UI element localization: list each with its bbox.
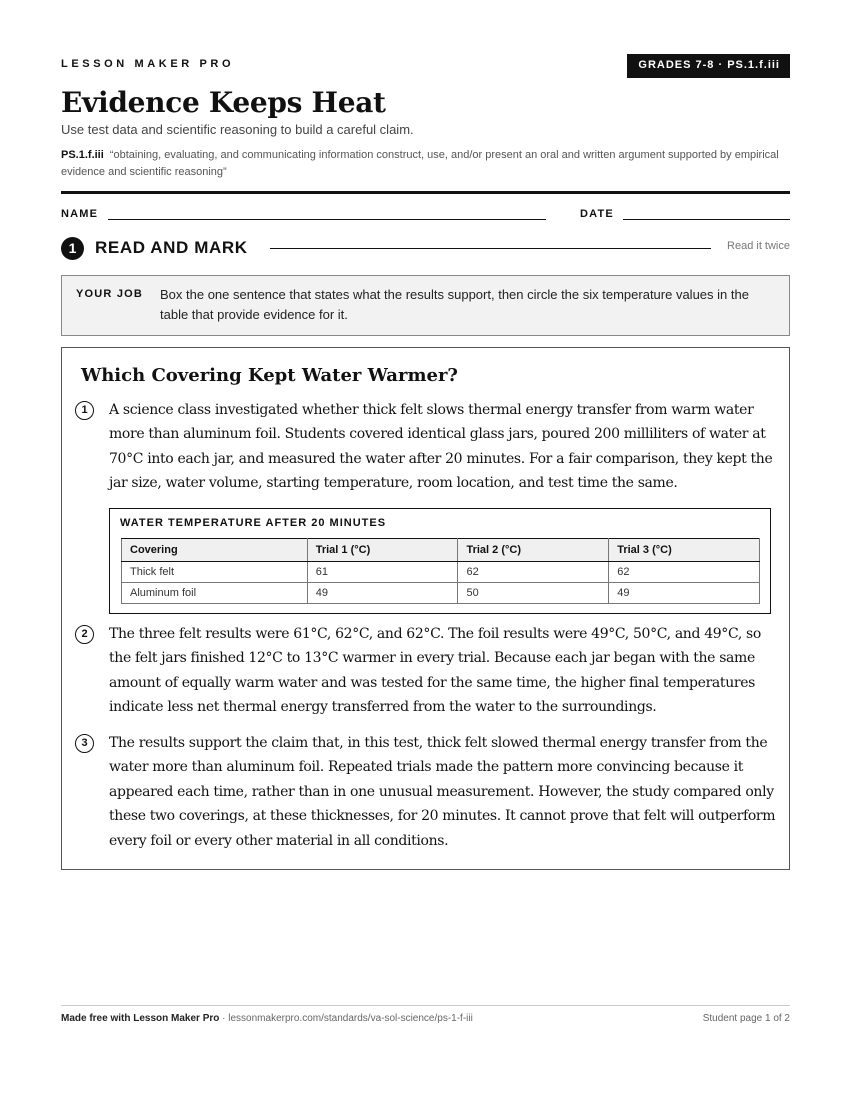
standard-code: PS.1.f.iii: [61, 149, 104, 161]
column-header: Trial 1 (°C): [307, 539, 458, 562]
brand-name: LESSON MAKER PRO: [61, 58, 235, 70]
name-field[interactable]: [108, 219, 546, 220]
paragraph-text[interactable]: The results support the claim that, in this test, thick felt slowed thermal energy transfer from the water more than aluminum foil. Repeated trials made the pattern more convincing because it appeared each time, rather than in one unusual measurement. However, the study compared only these two coverings, at these thicknesses, for 20 minutes. It cannot prove that felt will outperform every foil or every other material in all conditions.: [109, 735, 776, 849]
table-row: [122, 583, 760, 604]
column-header: Trial 2 (°C): [458, 539, 609, 562]
footer-page-number: Student page 1 of 2: [702, 1013, 790, 1024]
page-title: Evidence Keeps Heat: [61, 86, 386, 119]
date-field[interactable]: [623, 219, 790, 220]
footer-divider: [61, 1005, 790, 1006]
temperature-table: [121, 538, 760, 604]
table-cell[interactable]: 50: [458, 583, 609, 604]
paragraph-number: 3: [75, 734, 94, 753]
page-subtitle: Use test data and scientific reasoning to build a careful claim.: [61, 122, 414, 137]
column-header: Covering: [122, 539, 308, 562]
section-divider: [270, 248, 711, 249]
name-label: NAME: [61, 208, 99, 220]
your-job-label: YOUR JOB: [76, 288, 144, 300]
table-header-row: [122, 539, 760, 562]
grades-badge: GRADES 7-8 · PS.1.f.iii: [627, 54, 790, 78]
footer-credit: [61, 1013, 473, 1024]
name-date-row: [61, 206, 790, 222]
standard-text: “obtaining, evaluating, and communicating information construct, use, and/or present an oral and written argument supported by empirical evidence and scientific reasoning”: [61, 149, 779, 178]
table-cell[interactable]: 49: [307, 583, 458, 604]
table-cell[interactable]: 61: [307, 562, 458, 583]
reading-passage: [61, 347, 790, 870]
your-job-box: [61, 275, 790, 336]
top-bar: [61, 54, 790, 78]
table-cell: Aluminum foil: [122, 583, 308, 604]
header-divider: [61, 191, 790, 194]
table-cell[interactable]: 62: [609, 562, 760, 583]
reading-title: Which Covering Kept Water Warmer?: [81, 365, 458, 386]
worksheet-page: [61, 0, 790, 1100]
your-job-text: Box the one sentence that states what the results support, then circle the six temperature values in the table that provide evidence for it.: [160, 287, 749, 322]
table-caption: WATER TEMPERATURE AFTER 20 MINUTES: [120, 517, 387, 529]
section-title: READ AND MARK: [95, 238, 248, 257]
section-header: [61, 236, 790, 260]
standard-description: [61, 147, 790, 181]
table-cell[interactable]: 62: [458, 562, 609, 583]
footer-url[interactable]: · lessonmakerpro.com/standards/va-sol-science/ps-1-f-iii: [219, 1013, 473, 1024]
data-table-box: [109, 508, 771, 614]
footer-made-with: Made free with Lesson Maker Pro: [61, 1013, 220, 1024]
column-header: Trial 3 (°C): [609, 539, 760, 562]
section-note: Read it twice: [727, 240, 790, 252]
section-number: 1: [61, 237, 84, 260]
paragraph-text[interactable]: The three felt results were 61°C, 62°C, and 62°C. The foil results were 49°C, 50°C, and 49°C, so the felt jars finished 12°C to 13°C warmer in every trial. Because each jar began with the same amount of equally warm water and was tested for the same time, the higher final temperatures indicate less net thermal energy transferred from the water to the surroundings.: [109, 626, 761, 716]
table-row: [122, 562, 760, 583]
table-cell: Thick felt: [122, 562, 308, 583]
paragraph-text[interactable]: A science class investigated whether thick felt slows thermal energy transfer from warm water more than aluminum foil. Students covered identical glass jars, poured 200 milliliters of water at 70°C into each jar, and measured the water after 20 minutes. For a fair comparison, they kept the jar size, water volume, starting temperature, room location, and test time the same.: [109, 402, 773, 492]
paragraph-number: 1: [75, 401, 94, 420]
date-label: DATE: [580, 208, 614, 220]
paragraph-number: 2: [75, 625, 94, 644]
table-cell[interactable]: 49: [609, 583, 760, 604]
